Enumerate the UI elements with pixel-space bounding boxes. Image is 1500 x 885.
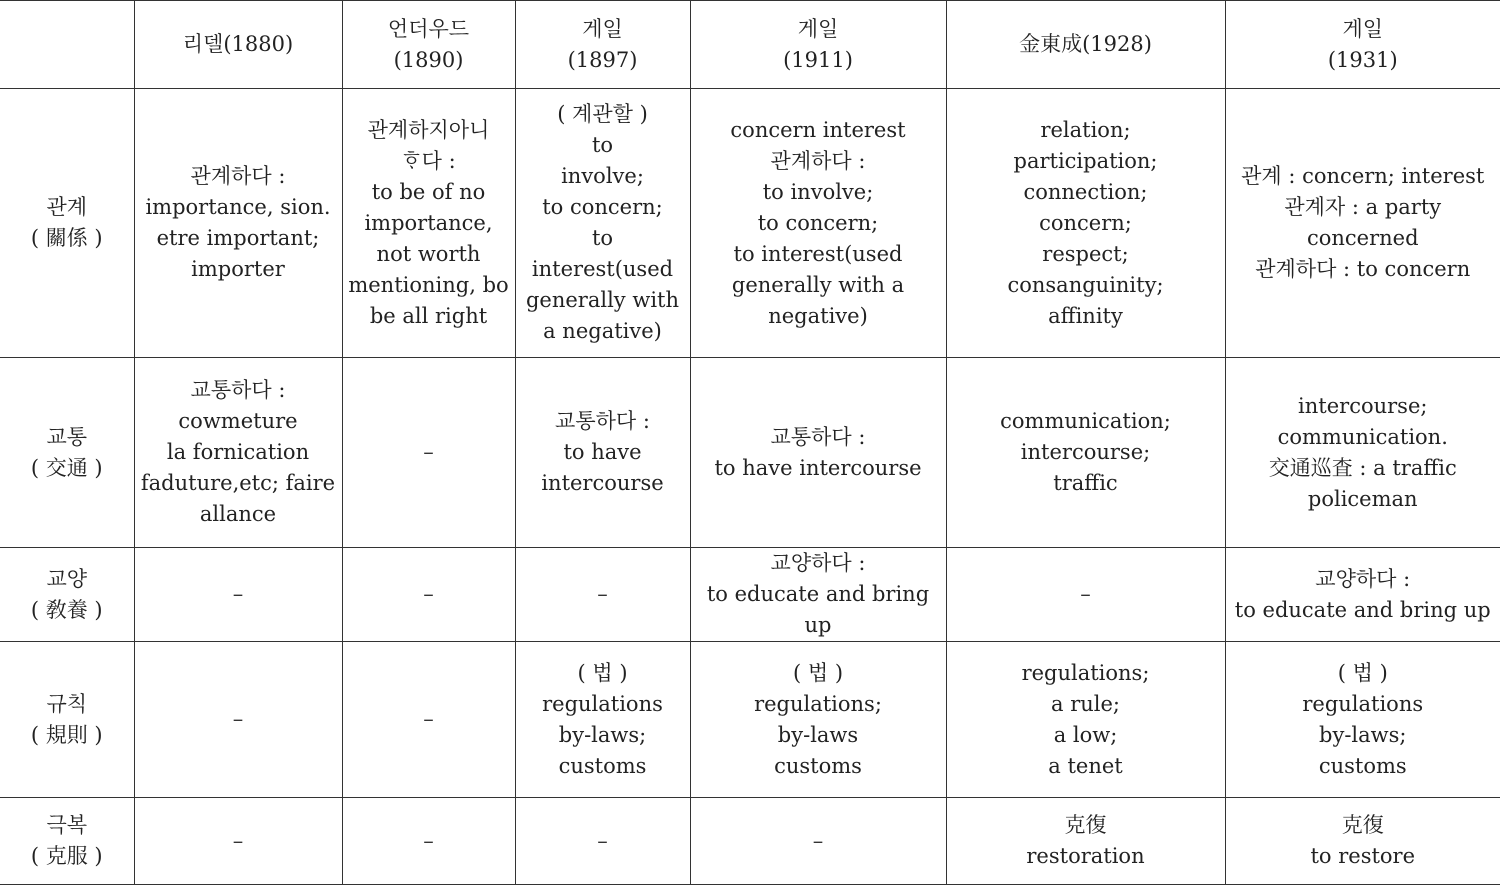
table-cell: 교통하다 : to have intercourse (515, 358, 690, 548)
table-cell: – (134, 642, 342, 798)
table-cell: 克復 to restore (1225, 798, 1500, 885)
table-row (0, 798, 1500, 885)
header-row (0, 1, 1500, 89)
header-gale-1897: 게일 (1897) (515, 1, 690, 89)
table-cell: ( 법 ) regulations; by-laws customs (690, 642, 946, 798)
table-cell: – (515, 548, 690, 642)
row-term: 관계 ( 關係 ) (0, 89, 134, 358)
table-cell: ( 법 ) regulations by-laws; customs (1225, 642, 1500, 798)
table-cell: communication; intercourse; traffic (946, 358, 1225, 548)
table-row (0, 89, 1500, 358)
header-underwood-1890: 언더우드 (1890) (342, 1, 515, 89)
row-term: 극복 ( 克服 ) (0, 798, 134, 885)
header-kim-dongseong-1928: 金東成(1928) (946, 1, 1225, 89)
header-corner (0, 1, 134, 89)
table-cell: 관계 : concern; interest 관계자 : a party concerned 관계하다 : to concern (1225, 89, 1500, 358)
header-gale-1931: 게일 (1931) (1225, 1, 1500, 89)
row-term: 교양 ( 敎養 ) (0, 548, 134, 642)
header-gale-1911: 게일 (1911) (690, 1, 946, 89)
row-term: 규칙 ( 規則 ) (0, 642, 134, 798)
table-cell: 관계하지아니 ᄒᆞ다 : to be of no importance, not worth mentioning, bo be all right (342, 89, 515, 358)
table-cell: – (134, 548, 342, 642)
table-row (0, 358, 1500, 548)
table-cell: 관계하다 : importance, sion. etre important; importer (134, 89, 342, 358)
table-cell: ( 법 ) regulations by-laws; customs (515, 642, 690, 798)
table-cell: – (946, 548, 1225, 642)
table-cell: – (515, 798, 690, 885)
table-cell: – (342, 548, 515, 642)
table-cell: 克復 restoration (946, 798, 1225, 885)
table-cell: regulations; a rule; a low; a tenet (946, 642, 1225, 798)
table-cell: 교양하다 : to educate and bring up (1225, 548, 1500, 642)
table-row (0, 548, 1500, 642)
table-cell: 교통하다 : cowmeture la fornication faduture,etc; faire allance (134, 358, 342, 548)
table-cell: – (342, 358, 515, 548)
table-cell: – (342, 798, 515, 885)
table-cell: intercourse; communication. 交通巡査 : a traffic policeman (1225, 358, 1500, 548)
table-cell: 교양하다 : to educate and bring up (690, 548, 946, 642)
table-cell: – (690, 798, 946, 885)
table-cell: 교통하다 : to have intercourse (690, 358, 946, 548)
table-cell: relation; participation; connection; concern; respect; consanguinity; affinity (946, 89, 1225, 358)
table-cell: ( 계관할 ) to involve; to concern; to interest(used generally with a negative) (515, 89, 690, 358)
row-term: 교통 ( 交通 ) (0, 358, 134, 548)
table-row (0, 642, 1500, 798)
header-ridel-1880: 리델(1880) (134, 1, 342, 89)
table-cell: – (134, 798, 342, 885)
table-cell: concern interest 관계하다 : to involve; to concern; to interest(used generally with a negative) (690, 89, 946, 358)
table-cell: – (342, 642, 515, 798)
